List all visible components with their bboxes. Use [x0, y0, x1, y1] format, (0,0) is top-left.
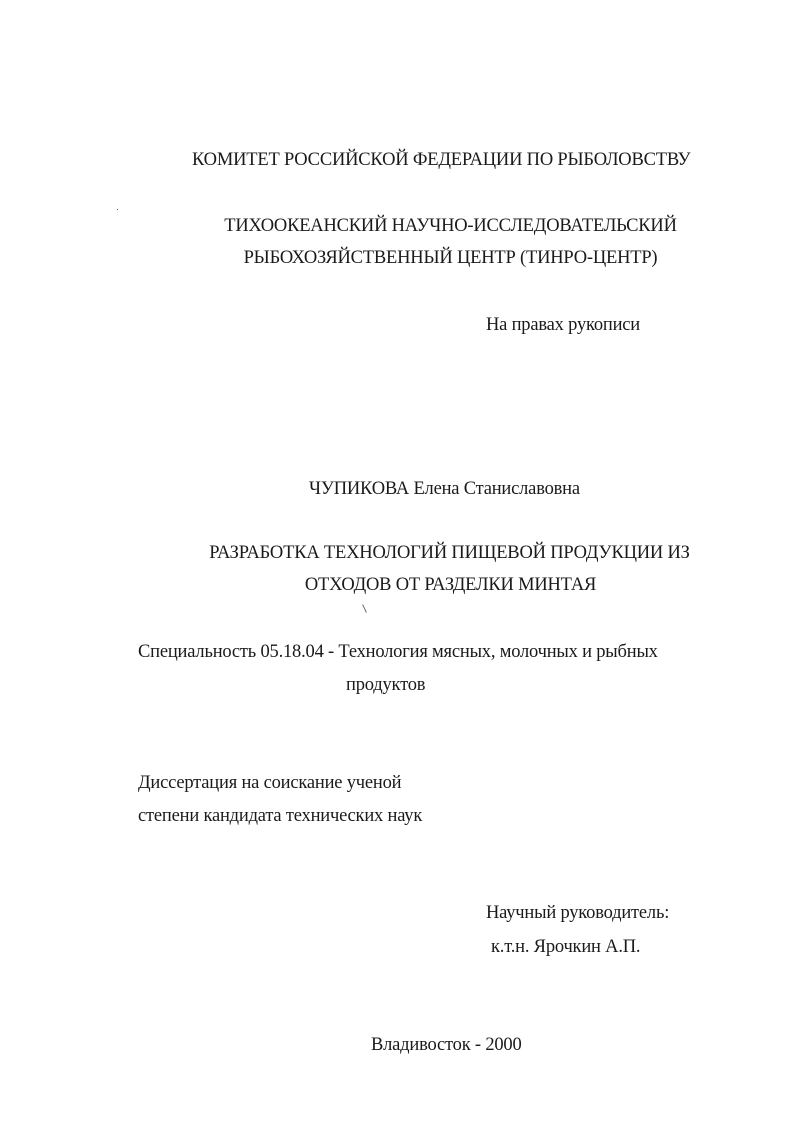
degree-line-1: Диссертация на соискание ученой [138, 773, 402, 793]
dissertation-title-line-2: ОТХОДОВ ОТ РАЗДЕЛКИ МИНТАЯ [304, 575, 597, 595]
dissertation-title-line-1: РАЗРАБОТКА ТЕХНОЛОГИЙ ПИЩЕВОЙ ПРОДУКЦИИ ИЗ [209, 543, 690, 563]
institute-line-2: РЫБОХОЗЯЙСТВЕННЫЙ ЦЕНТР (ТИНРО-ЦЕНТР) [243, 248, 658, 268]
supervisor-name: к.т.н. Ярочкин А.П. [491, 937, 641, 957]
city-year: Владивосток - 2000 [371, 1035, 522, 1055]
degree-line-2: степени кандидата технических наук [138, 806, 423, 826]
scan-speck [117, 209, 118, 210]
manuscript-note: На правах рукописи [486, 315, 641, 335]
scan-speck [362, 604, 367, 613]
specialty-line-1: Специальность 05.18.04 - Технология мясных, молочных и рыбных [138, 642, 658, 662]
institute-line-1: ТИХООКЕАНСКИЙ НАУЧНО-ИССЛЕДОВАТЕЛЬСКИЙ [224, 216, 677, 236]
author-name: ЧУПИКОВА Елена Станиславовна [309, 479, 580, 499]
supervisor-label: Научный руководитель: [486, 903, 670, 923]
specialty-line-2: продуктов [346, 675, 426, 695]
committee-heading: КОМИТЕТ РОССИЙСКОЙ ФЕДЕРАЦИИ ПО РЫБОЛОВСТВУ [192, 150, 691, 170]
